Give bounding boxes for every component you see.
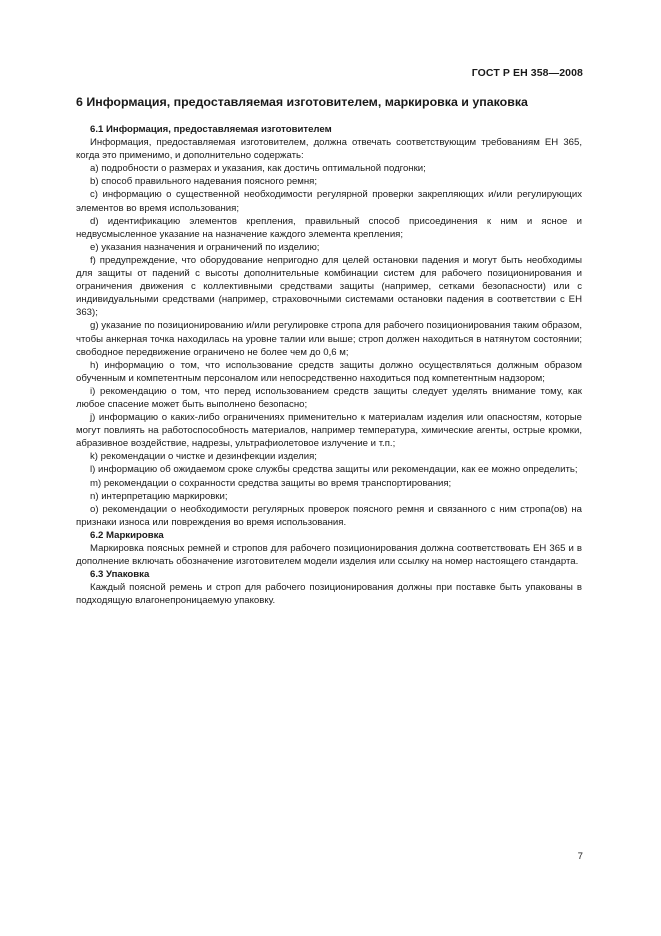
subsection-6-1-intro: Информация, предоставляемая изготовителем, должна отвечать соответствующим требованиям ЕН 365, когда это применимо, и дополнительно содержать: — [76, 137, 582, 162]
list-item-o: o) рекомендации о необходимости регулярных проверок поясного ремня и связанного с ним стропа(ов) на признаки износа или повреждения во время использования. — [76, 503, 582, 528]
subsection-6-2-title: 6.2 Маркировка — [90, 529, 164, 541]
document-code-header: ГОСТ Р ЕН 358—2008 — [471, 67, 583, 79]
subsection-6-2-text: Маркировка поясных ремней и стропов для рабочего позиционирования должна соответствовать ЕН 365 и в дополнение включать обозначение изготовителем модели изделия или ссылку на номер настоящего стандарта. — [76, 543, 582, 568]
list-item-a: a) подробности о размерах и указания, как достичь оптимальной подгонки; — [90, 163, 426, 175]
list-item-h: h) информацию о том, что использование средств защиты должно осуществляться должным образом обученным и компетентным персоналом или непосредственно находиться под компетентным надзором; — [76, 359, 582, 384]
list-item-i: i) рекомендацию о том, что перед использованием средств защиты следует уделять внимание тому, как любое спасение может быть выполнено безопасно; — [76, 385, 582, 410]
subsection-6-3-title: 6.3 Упаковка — [90, 569, 150, 581]
section-content — [76, 123, 582, 607]
list-item-e: e) указания назначения и ограничений по изделию; — [90, 241, 320, 253]
page-number: 7 — [577, 851, 583, 862]
subsection-6-3-text: Каждый поясной ремень и строп для рабочего позиционирования должны при поставке быть упакованы в подходящую влагонепроницаемую упаковку. — [76, 582, 582, 607]
list-item-f: f) предупреждение, что оборудование непригодно для целей остановки падения и могут быть необходимы для защиты от падений с высоты дополнительные комбинации систем для рабочего позиционирования и ограничения движения с коллективными средствами защиты (например, сетками безопасности) или с индивидуальными средствами (например, страховочными системами остановки падения в соответствии с ЕН 363); — [76, 254, 582, 319]
section-title: 6 Информация, предоставляемая изготовителем, маркировка и упаковка — [76, 95, 528, 109]
list-item-k: k) рекомендации о чистке и дезинфекции изделия; — [90, 451, 317, 463]
list-item-b: b) способ правильного надевания поясного ремня; — [90, 176, 318, 188]
list-item-l: l) информацию об ожидаемом сроке службы средства защиты или рекомендации, как ее можно определить; — [90, 464, 578, 476]
list-item-d: d) идентификацию элементов крепления, правильный способ присоединения к ним и ясное и недвусмысленное указание на назначение каждого элемента крепления; — [76, 215, 582, 240]
list-item-j: j) информацию о каких-либо ограничениях применительно к материалам изделия или опасностям, которые могут повлиять на работоспособность материалов, например температура, химические агенты, острые кромки, абразивное воздействие, надрезы, ультрафиолетовое излучение и т.п.; — [76, 412, 582, 450]
list-item-n: n) интерпретацию маркировки; — [90, 490, 228, 502]
list-item-g: g) указание по позиционированию и/или регулировке стропа для рабочего позиционирования таким образом, чтобы анкерная точка находилась на уровне талии или выше; строп должен находиться в натянутом состоянии; свободное передвижение ограничено не более чем до 0,6 м; — [76, 320, 582, 358]
list-item-m: m) рекомендации о сохранности средства защиты во время транспортирования; — [90, 477, 452, 489]
list-item-c: c) информацию о существенной необходимости регулярной проверки закрепляющих и/или регулирующих элементов во время использования; — [76, 189, 582, 214]
subsection-6-1-title: 6.1 Информация, предоставляемая изготовителем — [90, 124, 332, 135]
